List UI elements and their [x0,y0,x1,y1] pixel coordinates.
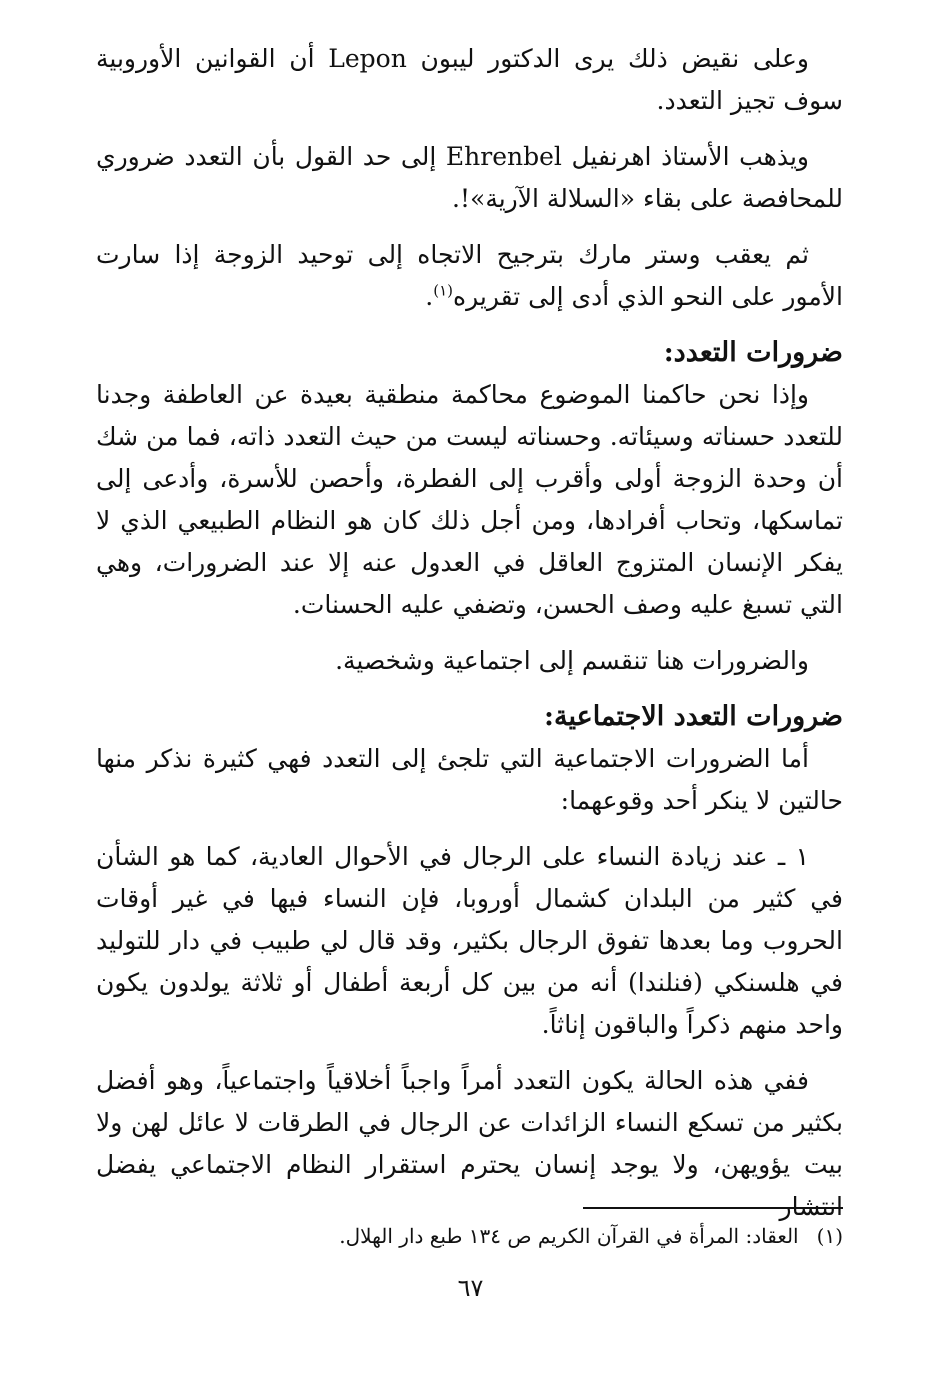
footnote [96,1220,843,1252]
page-number: ٦٧ [457,1274,484,1302]
footnote-text: العقاد: المرأة في القرآن الكريم ص ١٣٤ طبع دار الهلال. [339,1224,799,1248]
paragraph-case-one: ١ ـ عند زيادة النساء على الرجال في الأحوال العادية، كما هو الشأن في كثير من البلدان كشمال أوروبا، فإن النساء فيها في غير أوقات الحروب وما بعدها تفوق الرجال بكثير، وقد قال لي طبيب في دار للتوليد في هلسنكي (فنلندا) أنه من بين كل أربعة أطفال أو ثلاثة يولدون يكون واحد منهم ذكراً والباقون إناثاً. [96,842,843,1039]
footnote-separator [583,1207,843,1209]
paragraph-social-intro: أما الضرورات الاجتماعية التي تلجئ إلى التعدد فهي كثيرة نذكر منها حالتين لا ينكر أحد وقوعهما: [96,744,843,815]
paragraph-westermarck [96,234,843,318]
paragraph-lebon: وعلى نقيض ذلك يرى الدكتور ليبون Lepon أن القوانين الأوروبية سوف تجيز التعدد. [96,44,843,115]
footnote-reference: (١) [433,281,453,300]
section-heading-necessities: ضرورات التعدد: [663,337,843,368]
paragraph-westermarck-tail: . [425,282,434,311]
section-heading-social-necessities: ضرورات التعدد الاجتماعية: [544,701,843,732]
paragraph-westermarck-text: ثم يعقب وستر مارك بترجيح الاتجاه إلى توحيد الزوجة إذا سارت الأمور على النحو الذي أدى إلى تقريره [96,240,843,311]
footnote-mark: (١) [816,1224,843,1248]
paragraph-necessities-intro: وإذا نحن حاكمنا الموضوع محاكمة منطقية بعيدة عن العاطفة وجدنا للتعدد حسناته وسيئاته. وحسناته ليست من حيث التعدد ذاته، فما من شك أن وحدة الزوجة أولى وأقرب إلى الفطرة، وأحصن للأسرة، وأدعى إلى تماسكها، وتحاب أفرادها، ومن أجل ذلك كان هو النظام الطبيعي الذي لا يفكر الإنسان المتزوج العاقل في العدول عنه إلا عند الضرورات، وهي التي تسبغ عليه وصف الحسن، وتضفي عليه الحسنات. [96,380,843,619]
paragraph-necessities-division: والضرورات هنا تنقسم إلى اجتماعية وشخصية. [335,646,809,675]
paragraph-ehrenbel: ويذهب الأستاذ اهرنفيل Ehrenbel إلى حد القول بأن التعدد ضروري للمحافصة على بقاء «السلالة الآرية»!. [96,142,843,213]
paragraph-case-one-conclusion: ففي هذه الحالة يكون التعدد أمراً واجباً أخلاقياً واجتماعياً، وهو أفضل بكثير من تسكع النساء الزائدات عن الرجال في الطرقات لا عائل لهن ولا بيت يؤويهن، ولا يوجد إنسان يحترم استقرار النظام الاجتماعي يفضل انتشار [96,1066,843,1221]
page-body [96,38,843,1228]
